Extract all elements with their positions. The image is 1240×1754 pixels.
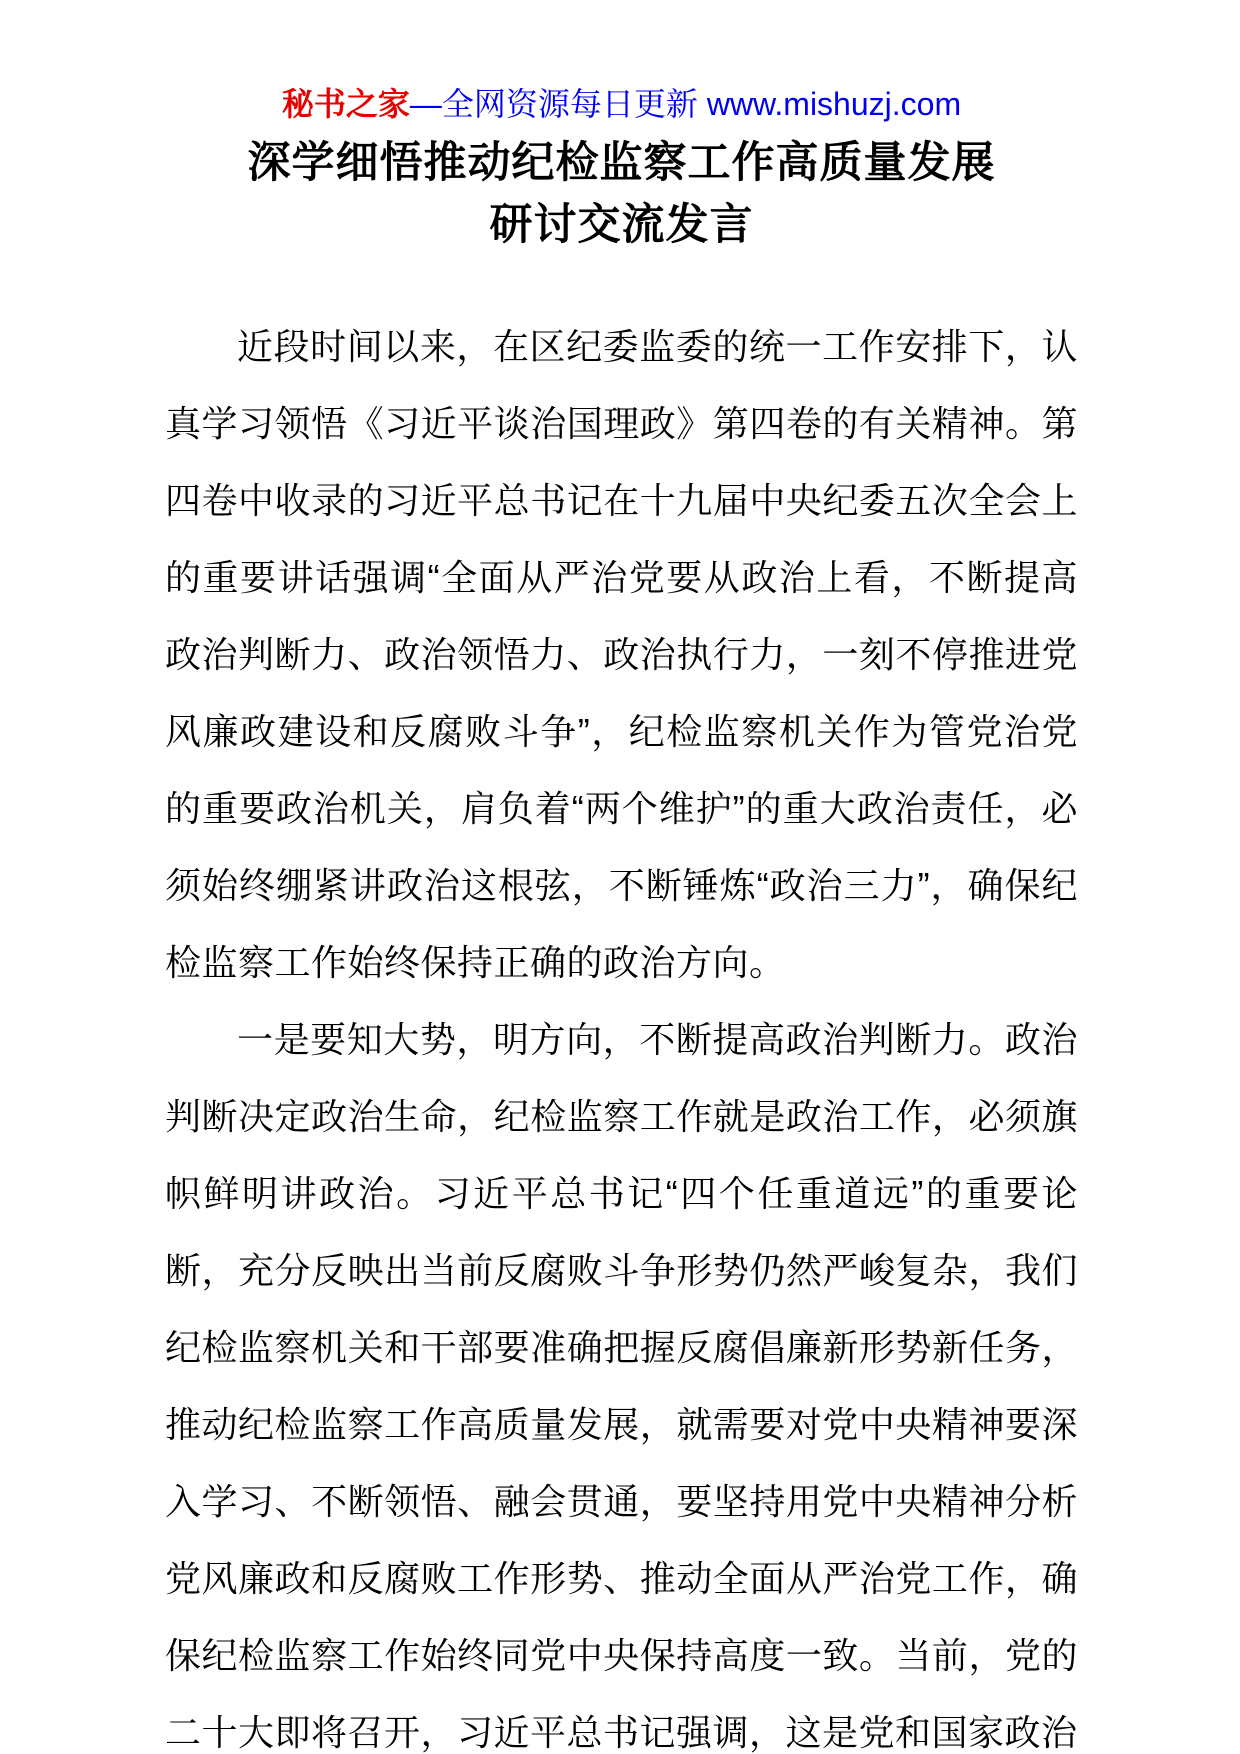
site-url-link[interactable]: www.mishuzj.com xyxy=(706,86,962,122)
site-header xyxy=(165,82,1078,126)
document-title-line2: 研讨交流发言 xyxy=(489,201,754,249)
paragraph-point-one: 一是要知大势，明方向，不断提高政治判断力。政治判断决定政治生命，纪检监察工作就是政治工作，必须旗帜鲜明讲政治。习近平总书记“四个任重道远”的重要论断，充分反映出当前反腐败斗争形势仍然严峻复杂，我们纪检监察机关和干部要准确把握反腐倡廉新形势新任务，推动纪检监察工作高质量发展，就需要对党中央精神要深入学习、不断领悟、融会贯通，要坚持用党中央精神分析党风廉政和反腐败工作形势、推动全面从严治党工作，确保纪检监察工作始终同党中央保持高度一致。当前，党的二十大即将召开，习近平总书记强调，这是党和国家政治 xyxy=(165,1019,1078,1753)
document-title-line1: 深学细悟推动纪检监察工作高质量发展 xyxy=(247,139,996,187)
site-brand: 秘书之家 xyxy=(281,86,410,122)
document-title xyxy=(165,132,1078,256)
paragraph-intro: 近段时间以来，在区纪委监委的统一工作安排下，认真学习领悟《习近平谈治国理政》第四卷的有关精神。第四卷中收录的习近平总书记在十九届中央纪委五次全会上的重要讲话强调“全面从严治党要从政治上看，不断提高政治判断力、政治领悟力、政治执行力，一刻不停推进党风廉政建设和反腐败斗争”，纪检监察机关作为管党治党的重要政治机关，肩负着“两个维护”的重大政治责任，必须始终绷紧讲政治这根弦，不断锤炼“政治三力”，确保纪检监察工作始终保持正确的政治方向。 xyxy=(165,326,1078,983)
site-tagline: —全网资源每日更新 xyxy=(409,86,707,122)
